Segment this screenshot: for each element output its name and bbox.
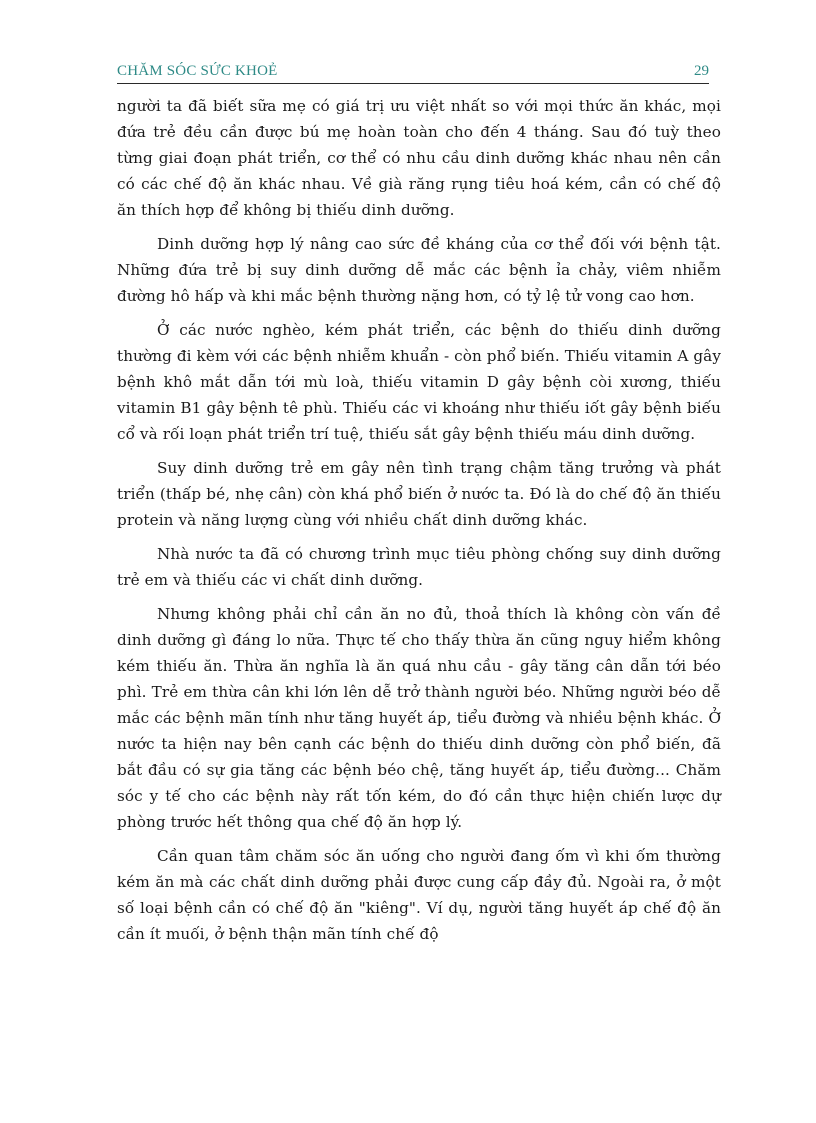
paragraph-continued: người ta đã biết sữa mẹ có giá trị ưu việt nhất so với mọi thức ăn khác, mọi đứa trẻ đều cần được bú mẹ hoàn toàn cho đến 4 tháng. Sau đó tuỳ theo từng giai đoạn phát triển, cơ thể có nhu cầu dinh dưỡng khác nhau nên cần có các chế độ ăn khác nhau. Về già răng rụng tiêu hoá kém, cần có chế độ ăn thích hợp để không bị thiếu dinh dưỡng. — [117, 97, 721, 219]
paragraph: Cần quan tâm chăm sóc ăn uống cho người đang ốm vì khi ốm thường kém ăn mà các chất dinh dưỡng phải được cung cấp đầy đủ. Ngoài ra, ở một số loại bệnh cần có chế độ ăn "kiêng". Ví dụ, người tăng huyết áp chế độ ăn cần ít muối, ở bệnh thận mãn tính chế độ — [117, 847, 721, 943]
paragraph: Dinh dưỡng hợp lý nâng cao sức đề kháng của cơ thể đối với bệnh tật. Những đứa trẻ bị suy dinh dưỡng dễ mắc các bệnh ỉa chảy, viêm nhiễm đường hô hấp và khi mắc bệnh thường nặng hơn, có tỷ lệ tử vong cao hơn. — [117, 235, 721, 305]
page-number: 29 — [694, 63, 709, 79]
chapter-title: CHĂM SÓC SỨC KHOẺ — [117, 63, 278, 79]
paragraph: Ở các nước nghèo, kém phát triển, các bệnh do thiếu dinh dưỡng thường đi kèm với các bệnh nhiễm khuẩn - còn phổ biến. Thiếu vitamin A gây bệnh khô mắt dẫn tới mù loà, thiếu vitamin D gây bệnh còi xương, thiếu vitamin B1 gây bệnh tê phù. Thiếu các vi khoáng như thiếu iốt gây bệnh biếu cổ và rối loạn phát triển trí tuệ, thiếu sắt gây bệnh thiếu máu dinh dưỡng. — [117, 321, 721, 443]
paragraph: Nhà nước ta đã có chương trình mục tiêu phòng chống suy dinh dưỡng trẻ em và thiếu các vi chất dinh dưỡng. — [117, 545, 721, 589]
body-text — [117, 93, 721, 955]
paragraph: Nhưng không phải chỉ cần ăn no đủ, thoả thích là không còn vấn đề dinh dưỡng gì đáng lo nữa. Thực tế cho thấy thừa ăn cũng nguy hiểm không kém thiếu ăn. Thừa ăn nghĩa là ăn quá nhu cầu - gây tăng cân dẫn tới béo phì. Trẻ em thừa cân khi lớn lên dễ trở thành người béo. Những người béo dễ mắc các bệnh mãn tính như tăng huyết áp, tiểu đường và nhiều bệnh khác. Ở nước ta hiện nay bên cạnh các bệnh do thiếu dinh dưỡng còn phổ biến, đã bắt đầu có sự gia tăng các bệnh béo chệ, tăng huyết áp, tiểu đường... Chăm sóc y tế cho các bệnh này rất tốn kém, do đó cần thực hiện chiến lược dự phòng trước hết thông qua chế độ ăn hợp lý. — [117, 605, 721, 831]
paragraph: Suy dinh dưỡng trẻ em gây nên tình trạng chậm tăng trưởng và phát triển (thấp bé, nhẹ cân) còn khá phổ biến ở nước ta. Đó là do chế độ ăn thiếu protein và năng lượng cùng với nhiều chất dinh dưỡng khác. — [117, 459, 721, 529]
running-header — [117, 61, 709, 84]
